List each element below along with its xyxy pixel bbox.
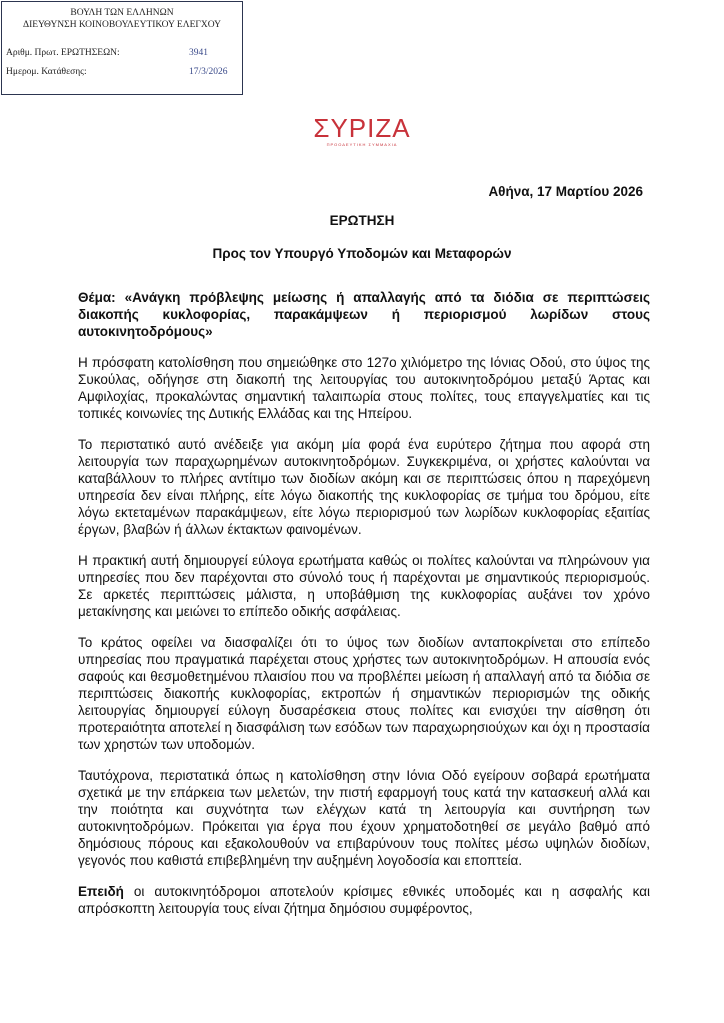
party-logo [312,114,412,147]
date-label: Ημερομ. Κατάθεσης: [6,67,87,77]
subject: Θέμα: «Ανάγκη πρόβλεψης μείωσης ή απαλλαγής από τα διόδια σε περιπτώσεις διακοπής κυκλοφορίας, παρακάμψεων ή περιορισμού λωρίδων στους αυτοκινητοδρόμους» [78,290,650,339]
emphasis: Επειδή [78,884,124,899]
date-row [6,67,236,77]
paragraph: Το περιστατικό αυτό ανέδειξε για ακόμη μία φορά ένα ευρύτερο ζήτημα που αφορά στη λειτουργία των παραχωρημένων αυτοκινητοδρόμων. Συγκεκριμένα, οι χρήστες καλούνται να καταβάλλουν το πλήρες αντίτιμο των διοδίων ακόμη και σε περιπτώσεις όπου η παρεχόμενη υπηρεσία δεν είναι πλήρης, είτε λόγω διακοπής της κυκλοφορίας σε τμήμα του δρόμου, είτε λόγω εκτεταμένων παρακάμψεων, είτε λόγω περιορισμού των λωρίδων κυκλοφορίας εξαιτίας έργων, βλαβών ή άλλων έκτακτων φαινομένων. [78,437,650,537]
document-body [78,289,650,931]
paragraph-text: οι αυτοκινητόδρομοι αποτελούν κρίσιμες εθνικές υποδομές και η ασφαλής και απρόσκοπτη λειτουργία τους είναι ζήτημα δημόσιου συμφέροντος, [78,884,650,916]
stamp-header [2,7,242,31]
paragraph: Η πρακτική αυτή δημιουργεί εύλογα ερωτήματα καθώς οι πολίτες καλούνται να πληρώνουν για υπηρεσίες που δεν παρέχονται στο σύνολό τους ή παρέχονται με σημαντικούς περιορισμούς. Σε αρκετές περιπτώσεις μάλιστα, η υποβάθμιση της κυκλοφορίας αυξάνει τον χρόνο μετακίνησης και μειώνει το επίπεδο οδικής ασφάλειας. [78,553,650,619]
document-heading: ΕΡΩΤΗΣΗ [329,213,395,228]
protocol-value: 3941 [189,48,208,58]
recipient: Προς τον Υπουργό Υποδομών και Μεταφορών [212,246,512,261]
protocol-stamp [1,1,243,95]
logo-subtitle: ΠΡΟΟΔΕΥΤΙΚΗ ΣΥΜΜΑΧΙΑ [326,142,398,147]
stamp-line-2: ΔΙΕΥΘΥΝΣΗ ΚΟΙΝΟΒΟΥΛΕΥΤΙΚΟΥ ΕΛΕΓΧΟΥ [22,20,222,30]
date-value: 17/3/2026 [189,67,228,77]
document-date: Αθήνα, 17 Μαρτίου 2026 [488,184,643,199]
protocol-label: Αριθμ. Πρωτ. ΕΡΩΤΗΣΕΩΝ: [6,48,120,58]
paragraph: Ταυτόχρονα, περιστατικά όπως η κατολίσθηση στην Ιόνια Οδό εγείρουν σοβαρά ερωτήματα σχετικά με την επάρκεια των μελετών, την πιστή εφαρμογή τους κατά την κατασκευή αλλά και την ποιότητα και συχνότητα των ελέγχων κατά τη λειτουργία και συντήρηση των αυτοκινητοδρόμων. Πρόκειται για έργα που έχουν χρηματοδοτηθεί σε μεγάλο βαθμό από δημόσιους πόρους και εξακολουθούν να επιβαρύνουν τους πολίτες μέσω υψηλών διοδίων, γεγονός που καθιστά επιβεβλημένη την αυξημένη λογοδοσία και εποπτεία. [78,768,650,868]
paragraph: Η πρόσφατη κατολίσθηση που σημειώθηκε στο 127ο χιλιόμετρο της Ιόνιας Οδού, στο ύψος της Συκούλας, οδήγησε στη διακοπή της λειτουργίας του αυτοκινητοδρόμου μεταξύ Άρτας και Αμφιλοχίας, προκαλώντας σημαντική ταλαιπωρία στους πολίτες, τους επαγγελματίες και τις τοπικές κοινωνίες της Δυτικής Ελλάδας και της Ηπείρου. [78,355,650,421]
stamp-line-1: ΒΟΥΛΗ ΤΩΝ ΕΛΛΗΝΩΝ [70,8,174,18]
protocol-row [6,48,236,58]
paragraph-last [78,883,650,917]
logo-text: ΣΥΡΙΖΑ [313,113,411,143]
paragraph: Το κράτος οφείλει να διασφαλίζει ότι το ύψος των διοδίων ανταποκρίνεται στο επίπεδο υπηρεσίας που πραγματικά παρέχεται στους χρήστες των αυτοκινητοδρόμων. Η απουσία ενός σαφούς και θεσμοθετημένου πλαισίου που να προβλέπει μείωση ή απαλλαγή από τα διόδια σε περιπτώσεις διακοπής κυκλοφορίας, εκτροπών ή σημαντικών περιορισμών της οδικής λειτουργίας δημιουργεί εύλογη δυσαρέσκεια στους πολίτες και ενισχύει την αίσθηση ότι προτεραιότητα αποτελεί η διασφάλιση των εσόδων των παραχωρησιούχων και όχι η προστασία των χρηστών των υποδομών. [78,635,650,752]
